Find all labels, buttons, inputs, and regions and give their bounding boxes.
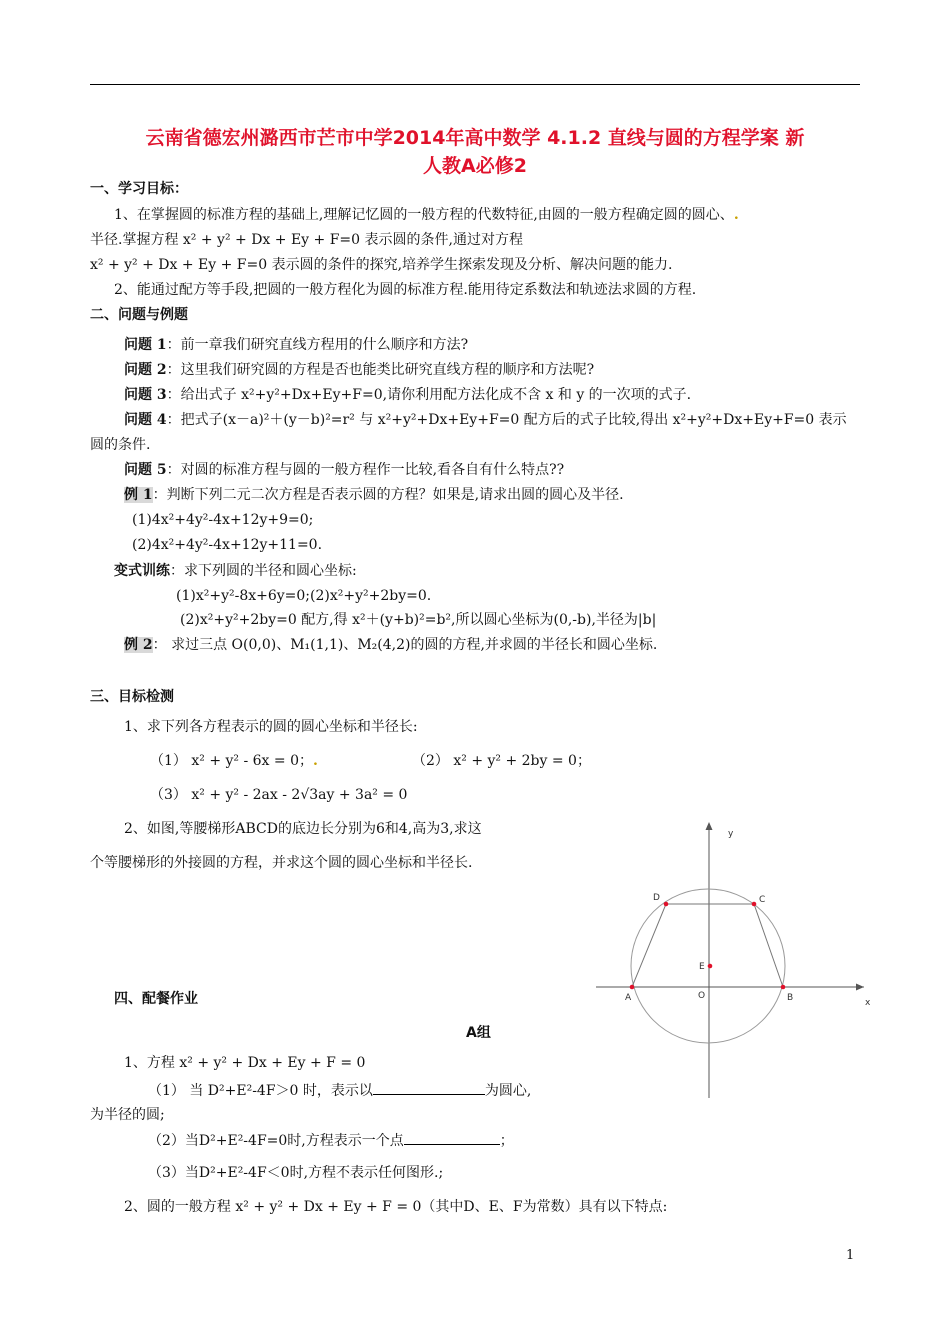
homework-1-part-1-tail: 为圆心, <box>484 1083 532 1099</box>
question-3-label: 问题 3 <box>124 387 167 403</box>
center-blank <box>373 1080 485 1095</box>
question-5-label: 问题 5 <box>124 462 167 478</box>
example-2-label: 例 2 <box>124 637 153 653</box>
test-1: 1、求下列各方程表示的圆的圆心坐标和半径长: <box>124 719 418 735</box>
homework-2: 2、圆的一般方程 x² + y² + Dx + Ey + F = 0（其中D、E、F为常数）具有以下特点: <box>124 1199 668 1215</box>
question-2-label: 问题 2 <box>124 362 167 378</box>
variant-training <box>114 560 357 582</box>
question-5-text: ：对圆的标准方程与圆的一般方程作一比较,看各自有什么特点?? <box>166 462 565 478</box>
question-3-text: ：给出式子 x²+y²+Dx+Ey+F=0,请你利用配方法化成不含 x 和 y 的一次项的式子. <box>166 387 692 403</box>
decorative-mark: . <box>313 753 318 769</box>
variant-solution: (2)x²+y²+2by=0 配方,得 x²＋(y+b)²=b²,所以圆心坐标为(0,-b),半径为|b| <box>180 612 657 628</box>
label-e: E <box>699 962 705 972</box>
point-a <box>630 985 635 990</box>
homework-1-part-2 <box>148 1130 514 1152</box>
question-4-label: 问题 4 <box>124 412 167 428</box>
question-2 <box>124 359 594 381</box>
test-1-part-1 <box>150 750 318 772</box>
page-number: 1 <box>846 1248 855 1263</box>
goal-1-line-c: x² + y² + Dx + Ey + F=0 表示圆的条件的探究,培养学生探索发现及分析、解决问题的能力. <box>90 257 673 273</box>
example-2-text: ： 求过三点 O(0,0)、M₁(1,1)、M₂(4,2)的圆的方程,并求圆的半径长和圆心坐标. <box>152 637 658 653</box>
point-c <box>752 902 757 907</box>
example-1-part-1: (1)4x²+4y²-4x+12y+9=0; <box>132 512 314 528</box>
page-title <box>90 124 860 180</box>
goal-1-line-a <box>114 204 739 226</box>
variant-label: 变式训练 <box>114 563 170 579</box>
label-b: B <box>787 993 794 1003</box>
example-1 <box>124 484 624 506</box>
section-2-heading: 二、问题与例题 <box>90 307 188 323</box>
question-4-cont: 圆的条件. <box>90 437 151 453</box>
question-4 <box>124 409 847 431</box>
example-1-label: 例 1 <box>124 487 153 503</box>
example-1-text: ：判断下列二元二次方程是否表示圆的方程？如果是,请求出圆的圆心及半径. <box>152 487 624 503</box>
label-c: C <box>759 895 766 905</box>
test-2-line-a: 2、如图,等腰梯形ABCD的底边长分别为6和4,高为3,求这 <box>124 821 482 837</box>
trapezoid-figure <box>588 818 878 1100</box>
variant-text: ：求下列圆的半径和圆心坐标: <box>170 563 357 579</box>
test-1-part-3: （3） x² + y² - 2ax - 2√3ay + 3a² = 0 <box>150 787 408 803</box>
trapezoid-edges <box>632 904 783 987</box>
homework-1-part-1 <box>148 1080 531 1102</box>
homework-1-part-2-tail: ； <box>499 1133 514 1149</box>
section-1-heading: 一、学习目标： <box>90 181 188 197</box>
y-axis-arrow <box>706 822 713 830</box>
homework-1-part-2-text: （2）当D²+E²-4F=0时,方程表示一个点 <box>148 1133 404 1149</box>
group-a-heading: A组 <box>466 1025 491 1041</box>
x-axis-arrow <box>856 984 864 991</box>
example-2 <box>124 634 657 656</box>
question-4-text: ：把式子(x－a)²＋(y－b)²=r² 与 x²+y²+Dx+Ey+F=0 配方后的式子比较,得出 x²+y²+Dx+Ey+F=0 表示 <box>166 412 847 428</box>
title-line-1: 云南省德宏州潞西市芒市中学2014年高中数学 4.1.2 直线与圆的方程学案 新 <box>145 127 805 149</box>
goal-1-line-b: 半径.掌握方程 x² + y² + Dx + Ey + F=0 表示圆的条件,通过对方程 <box>90 232 523 248</box>
test-2-line-b: 个等腰梯形的外接圆的方程，并求这个圆的圆心坐标和半径长. <box>90 855 473 871</box>
point-b <box>781 985 786 990</box>
goal-1-text-a: 1、在掌握圆的标准方程的基础上,理解记忆圆的一般方程的代数特征,由圆的一般方程确定圆的圆心、 <box>114 207 734 223</box>
label-a: A <box>625 993 632 1003</box>
test-1-part-2: （2） x² + y² + 2by = 0； <box>412 753 591 769</box>
question-1-text: ：前一章我们研究直线方程用的什么顺序和方法? <box>166 337 469 353</box>
homework-1: 1、方程 x² + y² + Dx + Ey + F = 0 <box>124 1055 366 1071</box>
homework-1-part-1-text: （1） 当 D²+E²-4F＞0 时，表示以 <box>148 1083 373 1099</box>
homework-1-part-3: （3）当D²+E²-4F＜0时,方程不表示任何图形.; <box>148 1165 444 1181</box>
header-rule <box>90 84 860 85</box>
point-e <box>708 964 713 969</box>
label-o: O <box>698 991 706 1001</box>
question-5 <box>124 459 564 481</box>
example-1-part-2: (2)4x²+4y²-4x+12y+11=0. <box>132 537 323 553</box>
variant-part-1: (1)x²+y²-8x+6y=0;(2)x²+y²+2by=0. <box>176 588 432 604</box>
question-1 <box>124 334 468 356</box>
section-3-heading: 三、目标检测 <box>90 689 174 705</box>
title-line-2: 人教A必修2 <box>423 155 527 177</box>
question-1-label: 问题 1 <box>124 337 167 353</box>
section-4-heading: 四、配餐作业 <box>114 991 198 1007</box>
question-2-text: ：这里我们研究圆的方程是否也能类比研究直线方程的顺序和方法呢? <box>166 362 595 378</box>
label-d: D <box>653 893 660 903</box>
decorative-mark: . <box>733 207 739 223</box>
test-1-part-1-text: （1） x² + y² - 6x = 0； <box>150 753 313 769</box>
point-d <box>664 902 669 907</box>
point-blank <box>404 1130 500 1145</box>
question-3 <box>124 384 691 406</box>
goal-2: 2、能通过配方等手段,把圆的一般方程化为圆的标准方程.能用待定系数法和轨迹法求圆的方程. <box>114 282 697 298</box>
x-axis-label: x <box>865 998 871 1008</box>
homework-1-part-1-cont: 为半径的圆; <box>90 1107 165 1123</box>
y-axis-label: y <box>728 829 734 839</box>
